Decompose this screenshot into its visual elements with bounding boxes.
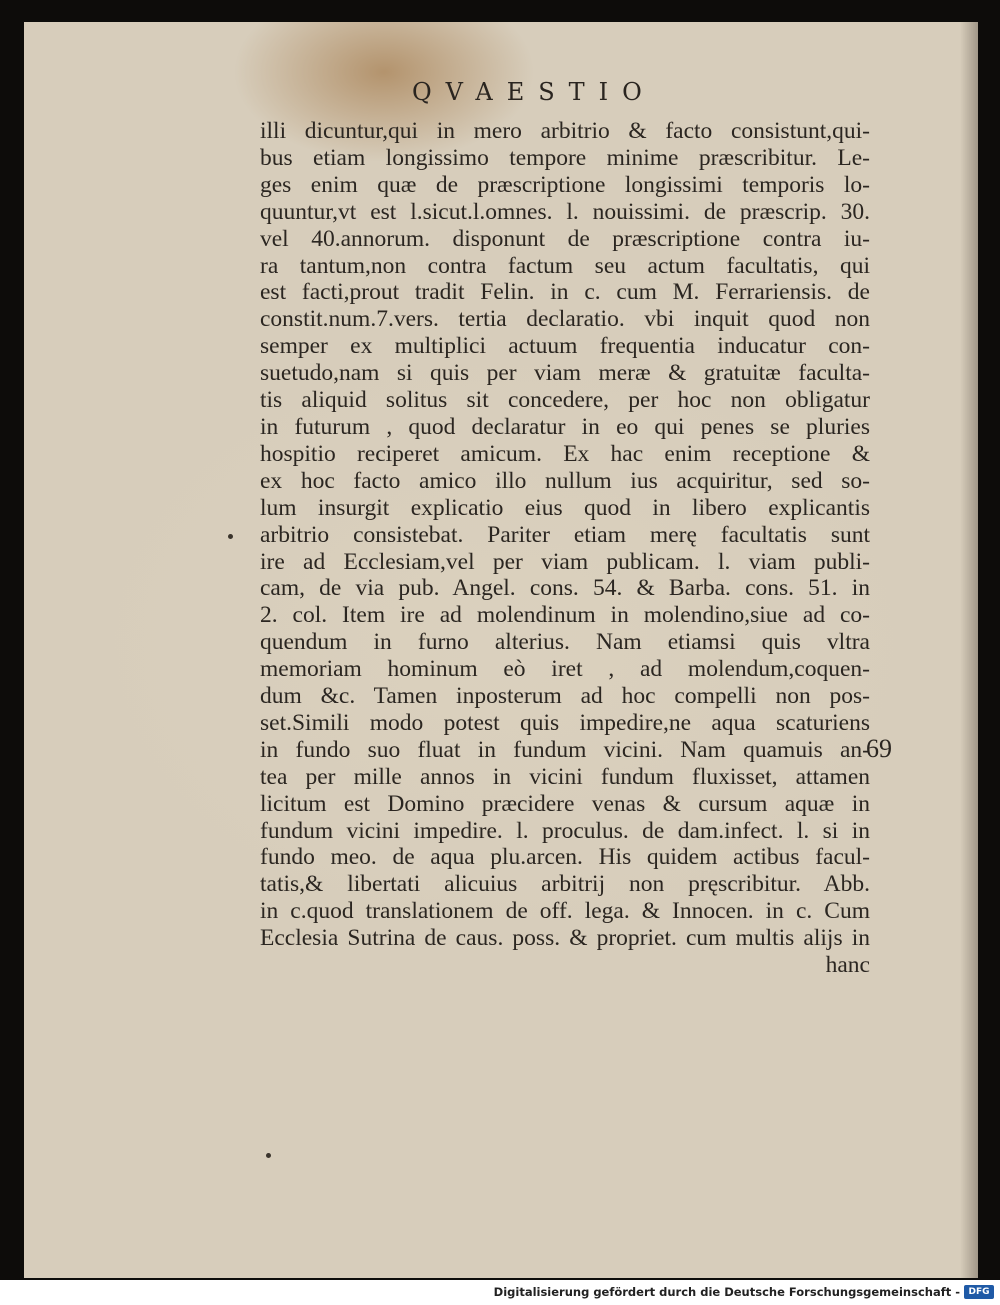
text-line: memoriam hominum eò iret , ad molendum,coquen- bbox=[260, 656, 870, 683]
text-line: quuntur,vt est l.sicut.l.omnes. l. nouissimi. de præscrip. 30. bbox=[260, 198, 870, 225]
text-line: semper ex multiplici actuum frequentia inducatur con- bbox=[260, 333, 870, 360]
footer-credit: Digitalisierung gefördert durch die Deutsche Forschungsgemeinschaft - bbox=[493, 1285, 960, 1299]
text-line: ges enim quæ de præscriptione longissimi temporis lo- bbox=[260, 171, 870, 198]
text-line: ra tantum,non contra factum seu actum facultatis, qui bbox=[260, 252, 870, 279]
body-text bbox=[260, 118, 870, 979]
text-line: constit.num.7.vers. tertia declaratio. vbi inquit quod non bbox=[260, 306, 870, 333]
text-line: arbitrio consistebat. Pariter etiam merę facultatis sunt bbox=[260, 521, 870, 548]
text-line: vel 40.annorum. disponunt de præscriptione contra iu- bbox=[260, 225, 870, 252]
folio-number: 69 bbox=[866, 734, 892, 763]
dfg-logo: DFG bbox=[964, 1285, 994, 1299]
text-line: est facti,prout tradit Felin. in c. cum M. Ferrariensis. de bbox=[260, 279, 870, 306]
catchword: hanc bbox=[825, 952, 870, 979]
text-line: set.Simili modo potest quis impedire,ne aqua scaturiens bbox=[260, 709, 870, 736]
text-line: tatis,& libertati alicuius arbitrij non pręscribitur. Abb. bbox=[260, 871, 870, 898]
text-line: in futurum , quod declaratur in eo qui penes se pluries bbox=[260, 413, 870, 440]
text-line: quendum in furno alterius. Nam etiamsi quis vltra bbox=[260, 629, 870, 656]
page-gutter-shadow bbox=[960, 22, 978, 1278]
footer-bar bbox=[0, 1280, 1000, 1305]
text-line: dum &c. Tamen inposterum ad hoc compelli non pos- bbox=[260, 683, 870, 710]
text-line: 2. col. Item ire ad molendinum in molendino,siue ad co- bbox=[260, 602, 870, 629]
text-line: tea per mille annos in vicini fundum fluxisset, attamen bbox=[260, 763, 870, 790]
text-line: hospitio reciperet amicum. Ex hac enim receptione & bbox=[260, 440, 870, 467]
text-line: ex hoc facto amico illo nullum ius acquiritur, sed so- bbox=[260, 467, 870, 494]
text-line: fundo meo. de aqua plu.arcen. His quidem actibus facul- bbox=[260, 844, 870, 871]
text-line: lum insurgit explicatio eius quod in libero explicantis bbox=[260, 494, 870, 521]
text-line: cam, de via pub. Angel. cons. 54. & Barba. cons. 51. in bbox=[260, 575, 870, 602]
text-line: in fundo suo fluat in fundum vicini. Nam quamuis an- bbox=[260, 736, 870, 763]
text-line: suetudo,nam si quis per viam meræ & gratuitæ faculta- bbox=[260, 360, 870, 387]
text-line: ire ad Ecclesiam,vel per viam publicam. l. viam publi- bbox=[260, 548, 870, 575]
text-line: licitum est Domino præcidere venas & cursum aquæ in bbox=[260, 790, 870, 817]
text-line: in c.quod translationem de off. lega. & Innocen. in c. Cum bbox=[260, 898, 870, 925]
running-head: QVAESTIO bbox=[412, 78, 656, 106]
ink-speck bbox=[266, 1153, 271, 1158]
text-line: tis aliquid solitus sit concedere, per hoc non obligatur bbox=[260, 387, 870, 414]
text-line: illi dicuntur,qui in mero arbitrio & facto consistunt,qui- bbox=[260, 118, 870, 144]
text-line: bus etiam longissimo tempore minime præscribitur. Le- bbox=[260, 144, 870, 171]
ink-speck bbox=[228, 534, 233, 539]
text-line: Ecclesia Sutrina de caus. poss. & propriet. cum multis alijs in bbox=[260, 925, 870, 952]
text-line: fundum vicini impedire. l. proculus. de dam.infect. l. si in bbox=[260, 817, 870, 844]
